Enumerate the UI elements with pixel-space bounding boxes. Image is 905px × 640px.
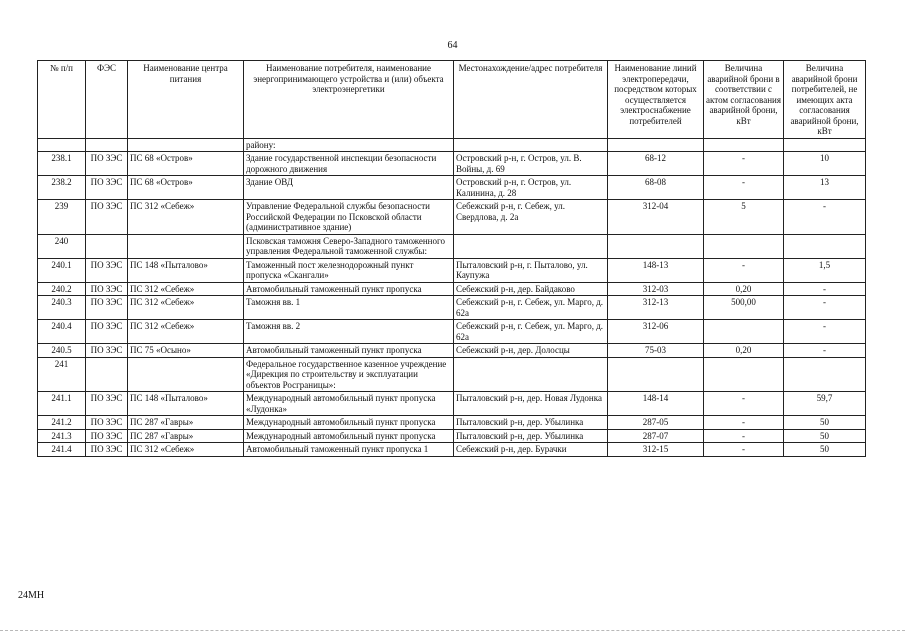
row-lines [608,234,704,258]
row-fes [86,234,128,258]
row-fes: ПО ЗЭС [86,176,128,200]
row-location: Себежский р-н, дер. Долосцы [454,344,608,358]
row-center: ПС 312 «Себеж» [128,200,244,235]
row-center: ПС 68 «Остров» [128,152,244,176]
row-num: 241.2 [38,416,86,430]
row-consumer: Автомобильный таможенный пункт пропуска 1 [244,443,454,457]
row-reserve-no-act: 50 [784,429,866,443]
row-center: ПС 287 «Гавры» [128,429,244,443]
header-location: Местонахождение/адрес потребителя [454,61,608,139]
row-location: Себежский р-н, г. Себеж, ул. Свердлова, д. 2а [454,200,608,235]
row-num: 240 [38,234,86,258]
row-center: ПС 148 «Пыталово» [128,258,244,282]
row-fes: ПО ЗЭС [86,296,128,320]
footer-code: 24МН [18,590,45,601]
row-center [128,138,244,152]
row-fes: ПО ЗЭС [86,258,128,282]
table-row [38,200,866,235]
row-num: 240.2 [38,282,86,296]
row-location [454,138,608,152]
header-reserve: Величина аварийной брони в соответствии с актом согласования аварийной брони, кВт [704,61,784,139]
row-reserve-no-act: 1,5 [784,258,866,282]
row-lines: 287-05 [608,416,704,430]
row-center: ПС 312 «Себеж» [128,296,244,320]
row-location: Себежский р-н, дер. Байдаково [454,282,608,296]
row-lines: 287-07 [608,429,704,443]
row-center: ПС 312 «Себеж» [128,443,244,457]
row-center: ПС 148 «Пыталово» [128,392,244,416]
row-reserve-no-act: - [784,296,866,320]
row-center: ПС 312 «Себеж» [128,282,244,296]
header-center: Наименование центра питания [128,61,244,139]
row-lines [608,138,704,152]
row-reserve: 0,20 [704,344,784,358]
row-location: Себежский р-н, г. Себеж, ул. Марго, д. 62а [454,296,608,320]
table-row [38,429,866,443]
row-location: Пыталовский р-н, г. Пыталово, ул. Каупужа [454,258,608,282]
row-fes: ПО ЗЭС [86,320,128,344]
row-lines: 312-13 [608,296,704,320]
consumer-table [37,60,866,457]
row-reserve: - [704,416,784,430]
row-consumer: Международный автомобильный пункт пропуска «Лудонка» [244,392,454,416]
row-location [454,357,608,392]
row-num: 241.4 [38,443,86,457]
row-lines: 312-04 [608,200,704,235]
table-row [38,176,866,200]
row-fes: ПО ЗЭС [86,200,128,235]
row-fes: ПО ЗЭС [86,443,128,457]
row-reserve-no-act: - [784,282,866,296]
row-consumer: району: [244,138,454,152]
table-row [38,443,866,457]
row-lines: 75-03 [608,344,704,358]
row-reserve-no-act: - [784,344,866,358]
row-consumer: Федеральное государственное казенное учреждение «Дирекция по строительству и эксплуатации объектов Росграницы»: [244,357,454,392]
row-center: ПС 75 «Осыно» [128,344,244,358]
row-reserve: 500,00 [704,296,784,320]
row-consumer: Таможенный пост железнодорожный пункт пропуска «Скангали» [244,258,454,282]
row-consumer: Псковская таможня Северо-Западного таможенного управления Федеральной таможенной службы: [244,234,454,258]
row-num: 240.1 [38,258,86,282]
row-lines [608,357,704,392]
row-num: 239 [38,200,86,235]
row-num: 241.3 [38,429,86,443]
table-row [38,282,866,296]
row-location [454,234,608,258]
row-num [38,138,86,152]
table-row [38,416,866,430]
row-reserve: - [704,443,784,457]
row-consumer: Таможня вв. 2 [244,320,454,344]
row-reserve-no-act: 59,7 [784,392,866,416]
table-row [38,234,866,258]
row-fes: ПО ЗЭС [86,282,128,296]
row-reserve: 5 [704,200,784,235]
table-row [38,296,866,320]
row-lines: 312-06 [608,320,704,344]
row-fes: ПО ЗЭС [86,416,128,430]
row-location: Пыталовский р-н, дер. Новая Лудонка [454,392,608,416]
row-reserve-no-act: 50 [784,443,866,457]
row-reserve: - [704,152,784,176]
row-reserve-no-act: - [784,320,866,344]
row-lines: 68-08 [608,176,704,200]
row-lines: 68-12 [608,152,704,176]
row-location: Пыталовский р-н, дер. Убылинка [454,416,608,430]
row-reserve-no-act [784,138,866,152]
row-num: 241.1 [38,392,86,416]
header-num: № п/п [38,61,86,139]
row-consumer: Международный автомобильный пункт пропуска [244,416,454,430]
header-lines: Наименование линий электропередачи, посредством которых осуществляется электроснабжение потребителей [608,61,704,139]
row-lines: 148-13 [608,258,704,282]
table-row [38,357,866,392]
header-fes: ФЭС [86,61,128,139]
row-location: Себежский р-н, г. Себеж, ул. Марго, д. 62а [454,320,608,344]
row-consumer: Управление Федеральной службы безопасности Российской Федерации по Псковской области (административное здание) [244,200,454,235]
row-reserve: - [704,392,784,416]
row-reserve [704,234,784,258]
row-consumer: Автомобильный таможенный пункт пропуска [244,282,454,296]
scan-edge [0,630,905,631]
row-reserve-no-act: 13 [784,176,866,200]
row-reserve [704,320,784,344]
row-location: Себежский р-н, дер. Бурачки [454,443,608,457]
row-fes: ПО ЗЭС [86,429,128,443]
row-center: ПС 312 «Себеж» [128,320,244,344]
row-lines: 148-14 [608,392,704,416]
row-reserve: 0,20 [704,282,784,296]
row-fes [86,138,128,152]
table-row [38,152,866,176]
row-fes: ПО ЗЭС [86,392,128,416]
row-location: Пыталовский р-н, дер. Убылинка [454,429,608,443]
table-header-row [38,61,866,139]
row-num: 240.3 [38,296,86,320]
row-fes: ПО ЗЭС [86,344,128,358]
row-lines: 312-03 [608,282,704,296]
table-row [38,258,866,282]
row-reserve-no-act: - [784,200,866,235]
row-reserve [704,138,784,152]
row-center: ПС 287 «Гавры» [128,416,244,430]
row-consumer: Международный автомобильный пункт пропуска [244,429,454,443]
row-location: Островский р-н, г. Остров, ул. Калинина, д. 28 [454,176,608,200]
header-consumer: Наименование потребителя, наименование энергопринимающего устройства и (или) объекта электроэнергетики [244,61,454,139]
row-num: 238.2 [38,176,86,200]
row-reserve: - [704,176,784,200]
row-center [128,357,244,392]
row-reserve [704,357,784,392]
row-center [128,234,244,258]
row-reserve-no-act [784,357,866,392]
table-body [38,138,866,456]
row-fes [86,357,128,392]
row-fes: ПО ЗЭС [86,152,128,176]
row-lines: 312-15 [608,443,704,457]
table-row [38,320,866,344]
row-num: 240.5 [38,344,86,358]
row-num: 241 [38,357,86,392]
row-reserve: - [704,429,784,443]
row-reserve-no-act: 10 [784,152,866,176]
row-consumer: Таможня вв. 1 [244,296,454,320]
row-reserve: - [704,258,784,282]
row-consumer: Автомобильный таможенный пункт пропуска [244,344,454,358]
row-consumer: Здание государственной инспекции безопасности дорожного движения [244,152,454,176]
row-num: 240.4 [38,320,86,344]
table-row [38,392,866,416]
table-row [38,344,866,358]
table-row [38,138,866,152]
row-num: 238.1 [38,152,86,176]
row-reserve-no-act [784,234,866,258]
row-reserve-no-act: 50 [784,416,866,430]
row-center: ПС 68 «Остров» [128,176,244,200]
row-consumer: Здание ОВД [244,176,454,200]
row-location: Островский р-н, г. Остров, ул. В. Войны, д. 69 [454,152,608,176]
header-reserve-no-act: Величина аварийной брони потребителей, не имеющих акта согласования аварийной брони, кВт [784,61,866,139]
page-number: 64 [447,40,458,51]
